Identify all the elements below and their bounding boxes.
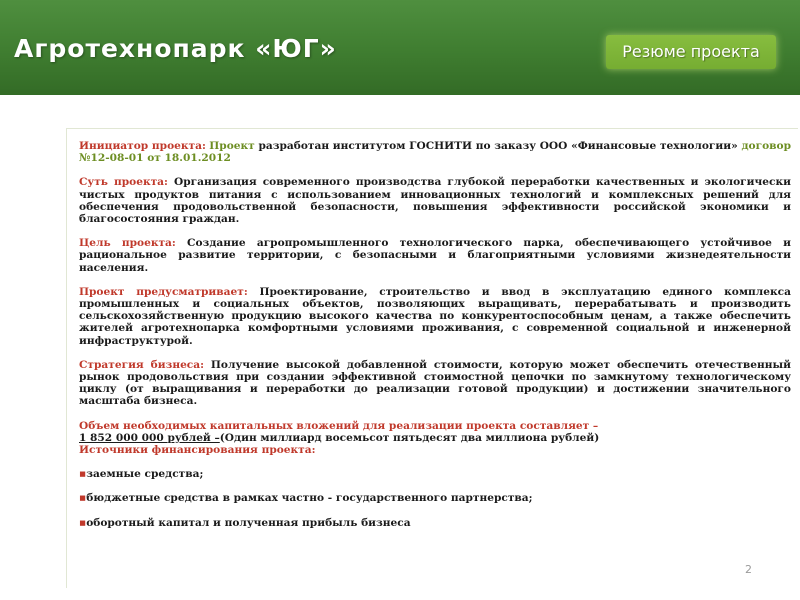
header-bar (0, 0, 800, 95)
initiator-label: Инициатор проекта: (79, 140, 206, 152)
project-summary (79, 140, 791, 529)
bullet-icon: ▪ (79, 516, 87, 529)
list-item (79, 468, 791, 480)
investment-paragraph (79, 420, 791, 457)
initiator-contract: договор №12-08-01 от 18.01.2012 (79, 140, 792, 165)
initiator-prefix: Проект (209, 140, 255, 152)
goal-paragraph (79, 237, 791, 274)
initiator-text: разработан институтом ГОСНИТИ по заказу ООО «Финансовые технологии» (254, 140, 738, 152)
essence-label: Суть проекта: (79, 176, 168, 189)
bullet-icon: ▪ (79, 492, 87, 505)
list-item-text: оборотный капитал и полученная прибыль бизнеса (86, 516, 411, 529)
strategy-paragraph (79, 359, 791, 408)
strategy-label: Стратегия бизнеса: (79, 358, 205, 371)
bullet-icon: ▪ (79, 468, 87, 481)
goal-label: Цель проекта: (79, 237, 176, 250)
list-item-text: бюджетные средства в рамках частно - государственного партнерства; (86, 492, 533, 505)
investment-label: Объем необходимых капитальных вложений для реализации проекта составляет – (79, 419, 599, 432)
section-badge-label: Резюме проекта (622, 42, 760, 61)
investment-amount-words: (Один миллиард восемьсот пятьдесят два миллиона рублей) (219, 431, 600, 444)
list-item (79, 517, 791, 529)
provides-text: Проектирование, строительство и ввод в эксплуатацию единого комплекса промышленных и социальных объектов, позволяющих выращивать, перерабатывать и производить сельскохозяйственную продукцию высокого качества по конкурентоспособным ценам, а также обеспечить жителей агротехнопарка комфортными условиями проживания, с современной социальной и инженерной инфраструктурой. (79, 285, 791, 347)
strategy-text: Получение высокой добавленной стоимости, которую может обеспечить отечественный рынок продовольствия при создании эффективной стоимостной цепочки по замкнутому технологическому циклу (от выращивания и переработки до реализации готовой продукции) и достижении значительного масштаба бизнеса. (79, 358, 791, 408)
provides-label: Проект предусматривает: (79, 285, 248, 298)
goal-text: Создание агропромышленного технологического парка, обеспечивающего устойчивое и рациональное развитие территории, с безопасными и благоприятными условиями жизнедеятельности населения. (79, 237, 791, 274)
page-number: 2 (745, 563, 752, 576)
investment-amount: 1 852 000 000 рублей – (79, 431, 220, 444)
list-item-text: заемные средства; (86, 468, 204, 481)
initiator-paragraph (79, 140, 791, 164)
sources-label: Источники финансирования проекта: (79, 444, 316, 457)
slide-title: Агротехнопарк «ЮГ» (14, 34, 337, 63)
section-badge (606, 35, 776, 69)
list-item (79, 492, 791, 504)
essence-paragraph (79, 176, 791, 225)
provides-paragraph (79, 286, 791, 347)
essence-text: Организация современного производства глубокой переработки качественных и экологически чистых продуктов питания с использованием инновационных технологий и комплексных решений для обеспечения продовольственной безопасности, повышения эффективности российской экономики и благосостояния граждан. (79, 176, 791, 226)
